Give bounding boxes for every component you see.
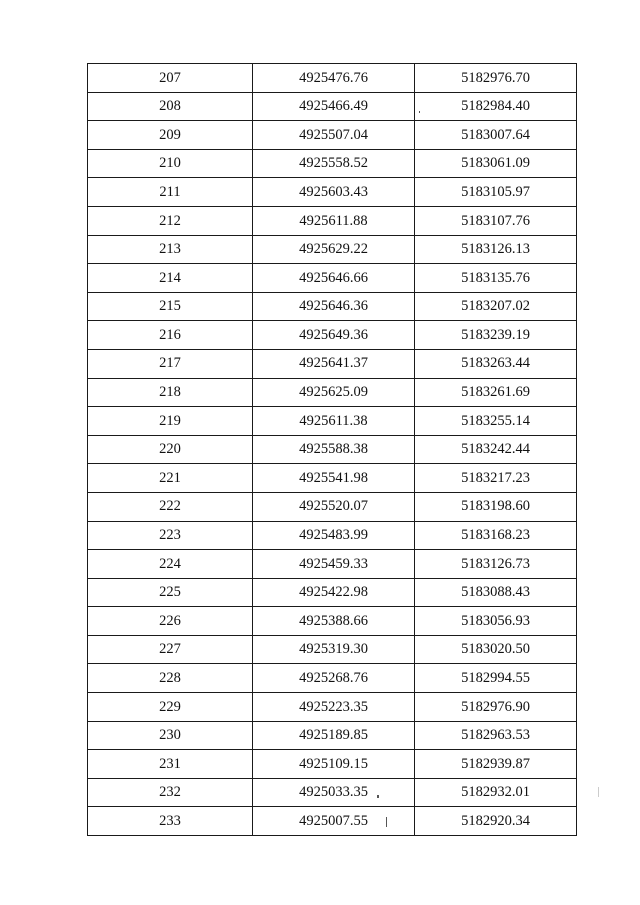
table-row	[88, 321, 577, 350]
x-coordinate: 4925483.99	[253, 521, 415, 550]
x-coordinate: 4925189.85	[253, 721, 415, 750]
point-number: 233	[88, 807, 253, 836]
y-coordinate: 5183061.09	[415, 149, 577, 178]
y-coordinate: 5183242.44	[415, 435, 577, 464]
table-row	[88, 492, 577, 521]
table-row	[88, 349, 577, 378]
table-row	[88, 264, 577, 293]
point-number: 215	[88, 292, 253, 321]
table-row	[88, 206, 577, 235]
table-row	[88, 378, 577, 407]
table-row	[88, 407, 577, 436]
scan-mark	[386, 817, 387, 827]
y-coordinate: 5182976.90	[415, 693, 577, 722]
point-number: 219	[88, 407, 253, 436]
y-coordinate: 5183217.23	[415, 464, 577, 493]
y-coordinate: 5183007.64	[415, 121, 577, 150]
table-row	[88, 121, 577, 150]
point-number: 230	[88, 721, 253, 750]
y-coordinate: 5183020.50	[415, 635, 577, 664]
table-row	[88, 778, 577, 807]
point-number: 207	[88, 64, 253, 93]
x-coordinate: 4925388.66	[253, 607, 415, 636]
point-number: 218	[88, 378, 253, 407]
point-number: 227	[88, 635, 253, 664]
table-row	[88, 64, 577, 93]
point-number: 224	[88, 550, 253, 579]
point-number: 210	[88, 149, 253, 178]
x-coordinate: 4925507.04	[253, 121, 415, 150]
x-coordinate: 4925520.07	[253, 492, 415, 521]
table-row	[88, 149, 577, 178]
table-row	[88, 550, 577, 579]
y-coordinate: 5183056.93	[415, 607, 577, 636]
table-row	[88, 607, 577, 636]
table-row	[88, 292, 577, 321]
x-coordinate: 4925466.49	[253, 92, 415, 121]
x-coordinate: 4925268.76	[253, 664, 415, 693]
y-coordinate: 5183255.14	[415, 407, 577, 436]
point-number: 228	[88, 664, 253, 693]
x-coordinate: 4925611.38	[253, 407, 415, 436]
y-coordinate: 5182994.55	[415, 664, 577, 693]
x-coordinate: 4925629.22	[253, 235, 415, 264]
point-number: 229	[88, 693, 253, 722]
table-row	[88, 578, 577, 607]
y-coordinate: 5182932.01	[415, 778, 577, 807]
table-row	[88, 750, 577, 779]
y-coordinate: 5183168.23	[415, 521, 577, 550]
y-coordinate: 5183261.69	[415, 378, 577, 407]
scan-speck	[419, 111, 420, 113]
x-coordinate: 4925588.38	[253, 435, 415, 464]
y-coordinate: 5183198.60	[415, 492, 577, 521]
table-row	[88, 721, 577, 750]
scan-speck	[598, 787, 599, 797]
x-coordinate: 4925641.37	[253, 349, 415, 378]
y-coordinate: 5183263.44	[415, 349, 577, 378]
x-coordinate: 4925223.35	[253, 693, 415, 722]
point-number: 220	[88, 435, 253, 464]
y-coordinate: 5183107.76	[415, 206, 577, 235]
table-row	[88, 664, 577, 693]
y-coordinate: 5182939.87	[415, 750, 577, 779]
point-number: 214	[88, 264, 253, 293]
y-coordinate: 5183105.97	[415, 178, 577, 207]
y-coordinate: 5182984.40	[415, 92, 577, 121]
table-row	[88, 521, 577, 550]
point-number: 216	[88, 321, 253, 350]
x-coordinate: 4925422.98	[253, 578, 415, 607]
table-row	[88, 92, 577, 121]
point-number: 222	[88, 492, 253, 521]
y-coordinate: 5183135.76	[415, 264, 577, 293]
table-row	[88, 807, 577, 836]
scan-speck	[377, 795, 379, 798]
point-number: 208	[88, 92, 253, 121]
x-coordinate: 4925459.33	[253, 550, 415, 579]
y-coordinate: 5182976.70	[415, 64, 577, 93]
y-coordinate: 5183126.73	[415, 550, 577, 579]
point-number: 225	[88, 578, 253, 607]
y-coordinate: 5182963.53	[415, 721, 577, 750]
x-coordinate: 4925603.43	[253, 178, 415, 207]
point-number: 223	[88, 521, 253, 550]
point-number: 221	[88, 464, 253, 493]
x-coordinate: 4925625.09	[253, 378, 415, 407]
y-coordinate: 5183088.43	[415, 578, 577, 607]
y-coordinate: 5183207.02	[415, 292, 577, 321]
point-number: 226	[88, 607, 253, 636]
x-coordinate: 4925007.55	[253, 807, 415, 836]
point-number: 212	[88, 206, 253, 235]
x-coordinate: 4925646.66	[253, 264, 415, 293]
x-coordinate: 4925649.36	[253, 321, 415, 350]
table-row	[88, 235, 577, 264]
point-number: 232	[88, 778, 253, 807]
point-number: 217	[88, 349, 253, 378]
x-coordinate: 4925611.88	[253, 206, 415, 235]
x-coordinate: 4925646.36	[253, 292, 415, 321]
table-row	[88, 635, 577, 664]
x-coordinate: 4925109.15	[253, 750, 415, 779]
point-number: 213	[88, 235, 253, 264]
point-number: 231	[88, 750, 253, 779]
coordinates-table	[87, 63, 577, 836]
y-coordinate: 5183126.13	[415, 235, 577, 264]
table-row	[88, 435, 577, 464]
y-coordinate: 5182920.34	[415, 807, 577, 836]
point-number: 209	[88, 121, 253, 150]
x-coordinate: 4925558.52	[253, 149, 415, 178]
table-row	[88, 464, 577, 493]
x-coordinate: 4925541.98	[253, 464, 415, 493]
x-coordinate: 4925319.30	[253, 635, 415, 664]
table-row	[88, 178, 577, 207]
point-number: 211	[88, 178, 253, 207]
x-coordinate: 4925476.76	[253, 64, 415, 93]
x-coordinate: 4925033.35	[253, 778, 415, 807]
y-coordinate: 5183239.19	[415, 321, 577, 350]
table-row	[88, 693, 577, 722]
